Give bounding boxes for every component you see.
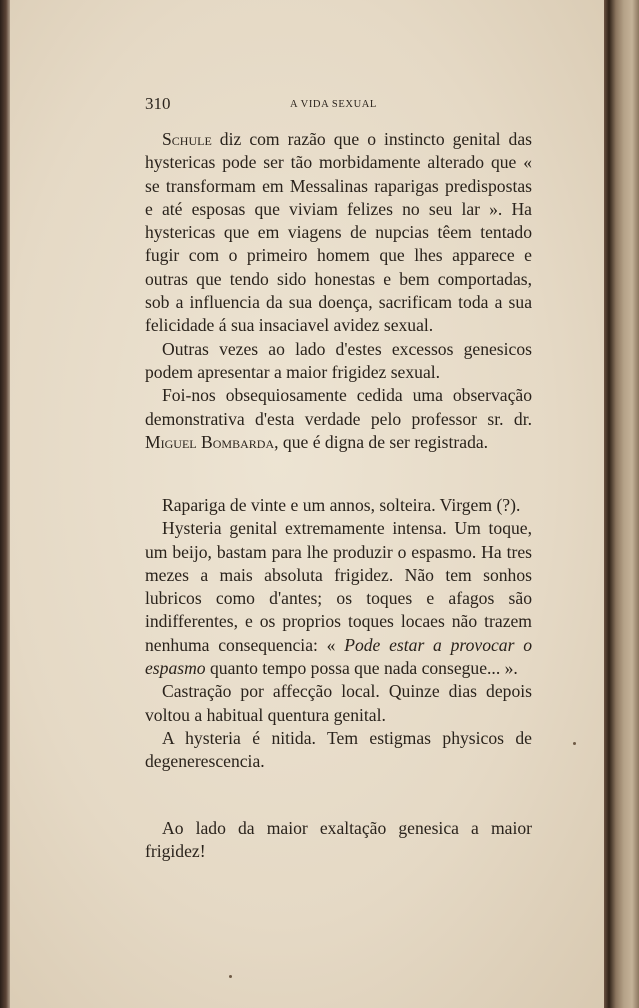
closing-paragraph: Ao lado da maior exaltação genesica a maior frigidez! (145, 818, 532, 862)
case-paragraph-patient: Rapariga de vinte e um annos, solteira. Virgem (?). (162, 495, 521, 515)
paragraph-text: , que é digna de ser registrada. (274, 431, 489, 452)
case-paragraph-conclusion: A hysteria é nitida. Tem estigmas physicos de degenerescencia. (145, 727, 532, 772)
paragraph-text: Hysteria genital extremamente intensa. Um toque, um beijo, bastam para lhe produzir o espasmo. Ha tres mezes a mais absoluta frigidez. Não tem sonhos lubricos como d'antes; os toques e afagos são indifferentes, e os proprios toques locaes não trazem nenhuma consequencia: « (145, 518, 532, 655)
case-paragraph-hysteria (145, 517, 532, 680)
running-title: A VIDA SEXUAL (290, 99, 377, 110)
closing-block (145, 817, 532, 864)
paragraph-schule (145, 128, 532, 338)
paper-speck (229, 975, 232, 978)
paragraph-text: diz com razão que o instincto genital das hystericas pode ser tão morbidamente alterado que « se transformam em Messalinas raparigas predispostas e até esposas que viviam felizes no seu lar ». Ha hystericas que em viagens de nupcias têem tentado fugir com o primeiro homem que lhes apparece e outras que tendo sido honestas e bem comportadas, sob a influencia da sua doença, sacrificam toda a sua felicidade á sua insaciavel avidez sexual. (145, 129, 532, 336)
paragraph-text: quanto tempo possa que nada consegue... ». (205, 658, 518, 679)
paragraph-observacao (145, 384, 532, 454)
running-head (145, 94, 532, 114)
book-spine (604, 0, 639, 1008)
main-text-block (145, 128, 532, 454)
author-name: Schule (162, 129, 212, 149)
page-number: 310 (145, 94, 171, 113)
case-report-block (145, 494, 532, 774)
paper-speck (573, 742, 576, 745)
quoted-speech: Pode estar a provocar o espasmo (145, 634, 532, 679)
case-paragraph-castracao: Castração por affecção local. Quinze dias depois voltou a habitual quentura genital. (145, 681, 532, 725)
paragraph-frigidez: Outras vezes ao lado d'estes excessos genesicos podem apresentar a maior frigidez sexual. (145, 338, 532, 382)
professor-name: Miguel Bombarda (145, 431, 275, 452)
paragraph-text: Foi-nos obsequiosamente cedida uma observação demonstrativa d'esta verdade pelo professor sr. dr. (145, 385, 532, 429)
